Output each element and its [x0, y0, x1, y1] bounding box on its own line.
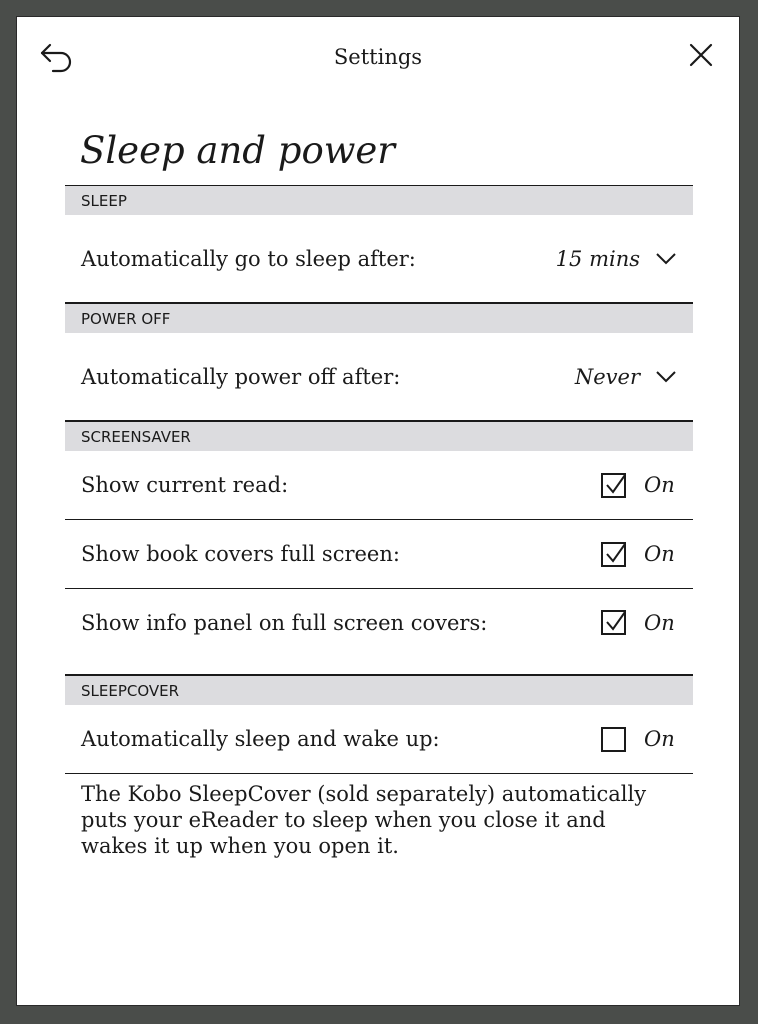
show-current-read-label: Show current read:	[81, 473, 289, 497]
checkmark-icon	[604, 611, 626, 633]
settings-list	[65, 185, 693, 859]
close-button[interactable]	[689, 43, 713, 67]
auto-sleep-wake-state: On	[644, 727, 675, 751]
settings-title: Settings	[333, 45, 423, 69]
section-header-sleepcover: SLEEPCOVER	[65, 675, 693, 705]
auto-power-off-dropdown[interactable]	[575, 365, 676, 389]
show-book-covers-toggle[interactable]	[601, 542, 676, 567]
auto-power-off-row	[65, 333, 693, 421]
auto-sleep-row	[65, 215, 693, 303]
close-icon	[689, 43, 713, 67]
show-info-panel-toggle[interactable]	[601, 610, 676, 635]
section-header-sleep: SLEEP	[65, 185, 693, 215]
section-header-screensaver: SCREENSAVER	[65, 421, 693, 451]
show-info-panel-row	[65, 589, 693, 675]
show-book-covers-label: Show book covers full screen:	[81, 542, 400, 566]
auto-sleep-label: Automatically go to sleep after:	[81, 246, 416, 271]
sleepcover-description: The Kobo SleepCover (sold separately) automatically puts your eReader to sleep when you close it and wakes it up when you open it.	[81, 782, 647, 858]
auto-sleep-wake-row	[65, 705, 693, 774]
auto-sleep-wake-label: Automatically sleep and wake up:	[81, 727, 440, 751]
show-book-covers-state: On	[644, 542, 675, 566]
show-info-panel-checkbox[interactable]	[601, 610, 626, 635]
auto-sleep-wake-toggle[interactable]	[601, 727, 676, 752]
page-title: Sleep and power	[80, 129, 395, 172]
auto-sleep-wake-checkbox[interactable]	[601, 727, 626, 752]
auto-power-off-value: Never	[574, 364, 640, 389]
show-current-read-checkbox[interactable]	[601, 473, 626, 498]
auto-sleep-dropdown[interactable]	[556, 247, 676, 271]
show-info-panel-state: On	[644, 610, 675, 635]
checkmark-icon	[604, 474, 626, 496]
show-current-read-toggle[interactable]	[601, 473, 676, 498]
ereader-screen	[16, 16, 740, 1006]
show-book-covers-checkbox[interactable]	[601, 542, 626, 567]
show-book-covers-row	[65, 520, 693, 589]
chevron-down-icon	[656, 371, 676, 383]
auto-sleep-value: 15 mins	[555, 246, 640, 271]
show-info-panel-label: Show info panel on full screen covers:	[81, 610, 488, 635]
auto-power-off-label: Automatically power off after:	[81, 364, 401, 389]
section-header-power-off: POWER OFF	[65, 303, 693, 333]
checkmark-icon	[604, 543, 626, 565]
chevron-down-icon	[656, 253, 676, 265]
top-bar	[17, 17, 739, 101]
show-current-read-state: On	[644, 473, 675, 497]
show-current-read-row	[65, 451, 693, 520]
